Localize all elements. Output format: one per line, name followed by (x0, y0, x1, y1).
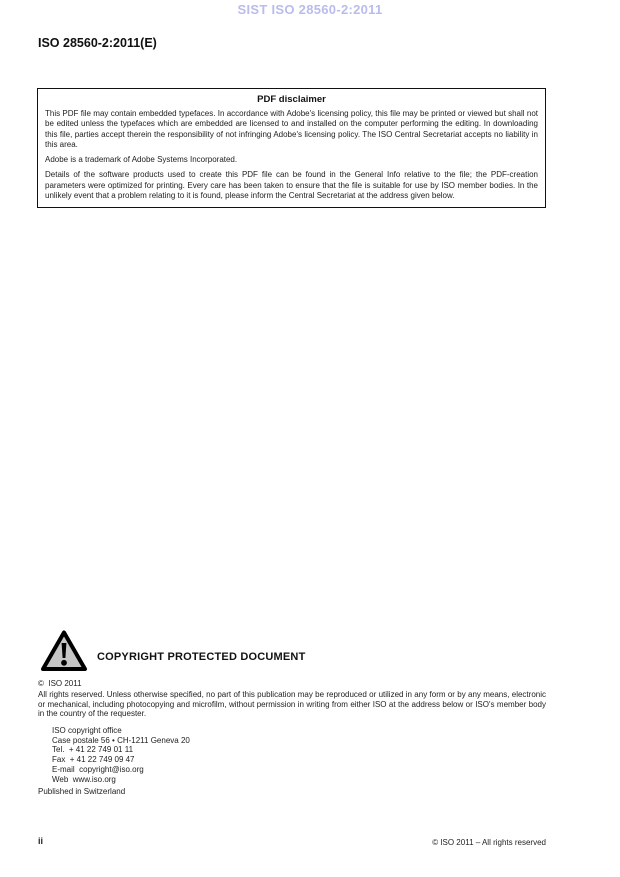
iso-address-block (52, 726, 190, 784)
disclaimer-paragraph: This PDF file may contain embedded typefaces. In accordance with Adobe's licensing policy, this file may be printed or viewed but shall not be edited unless the typefaces which are embedded are licensed to and installed on the computer performing the editing. In downloading this file, parties accept therein the responsibility of not infringing Adobe's licensing policy. The ISO Central Secretariat accepts no liability in this area. (45, 109, 538, 149)
pdf-disclaimer-box (37, 88, 546, 208)
address-line-fax: Fax + 41 22 749 09 47 (52, 755, 135, 765)
address-line-tel: Tel. + 41 22 749 01 11 (52, 745, 134, 755)
warning-triangle-icon (40, 629, 88, 673)
document-reference: ISO 28560-2:2011(E) (38, 36, 157, 50)
address-line-postal: Case postale 56 • CH-1211 Geneva 20 (52, 735, 190, 745)
copyright-protected-heading: COPYRIGHT PROTECTED DOCUMENT (97, 651, 306, 663)
disclaimer-paragraph: Adobe is a trademark of Adobe Systems Incorporated. (45, 155, 238, 165)
address-line-web: Web www.iso.org (52, 774, 116, 784)
disclaimer-paragraph: Details of the software products used to create this PDF file can be found in the General Info relative to the file; the PDF-creation parameters were optimized for printing. Every care has been taken to ensure that the file is suitable for use by ISO member bodies. In the unlikely event that a problem relating to it is found, please inform the Central Secretariat at the address given below. (45, 170, 538, 201)
copyright-year-line: © ISO 2011 (38, 679, 82, 688)
address-line-email: E-mail copyright@iso.org (52, 764, 144, 774)
disclaimer-title: PDF disclaimer (257, 94, 326, 105)
rights-reserved-paragraph: All rights reserved. Unless otherwise specified, no part of this publication may be reproduced or utilized in any form or by any means, electronic or mechanical, including photocopying and microfilm, without permission in writing from either ISO at the address below or ISO's member body in the country of the requester. (38, 690, 546, 719)
address-line-office: ISO copyright office (52, 726, 122, 735)
published-in-line: Published in Switzerland (38, 787, 126, 796)
footer-page-number: ii (38, 836, 44, 846)
watermark-header: SIST ISO 28560-2:2011 (237, 2, 383, 17)
footer-copyright-notice: © ISO 2011 – All rights reserved (432, 838, 546, 847)
